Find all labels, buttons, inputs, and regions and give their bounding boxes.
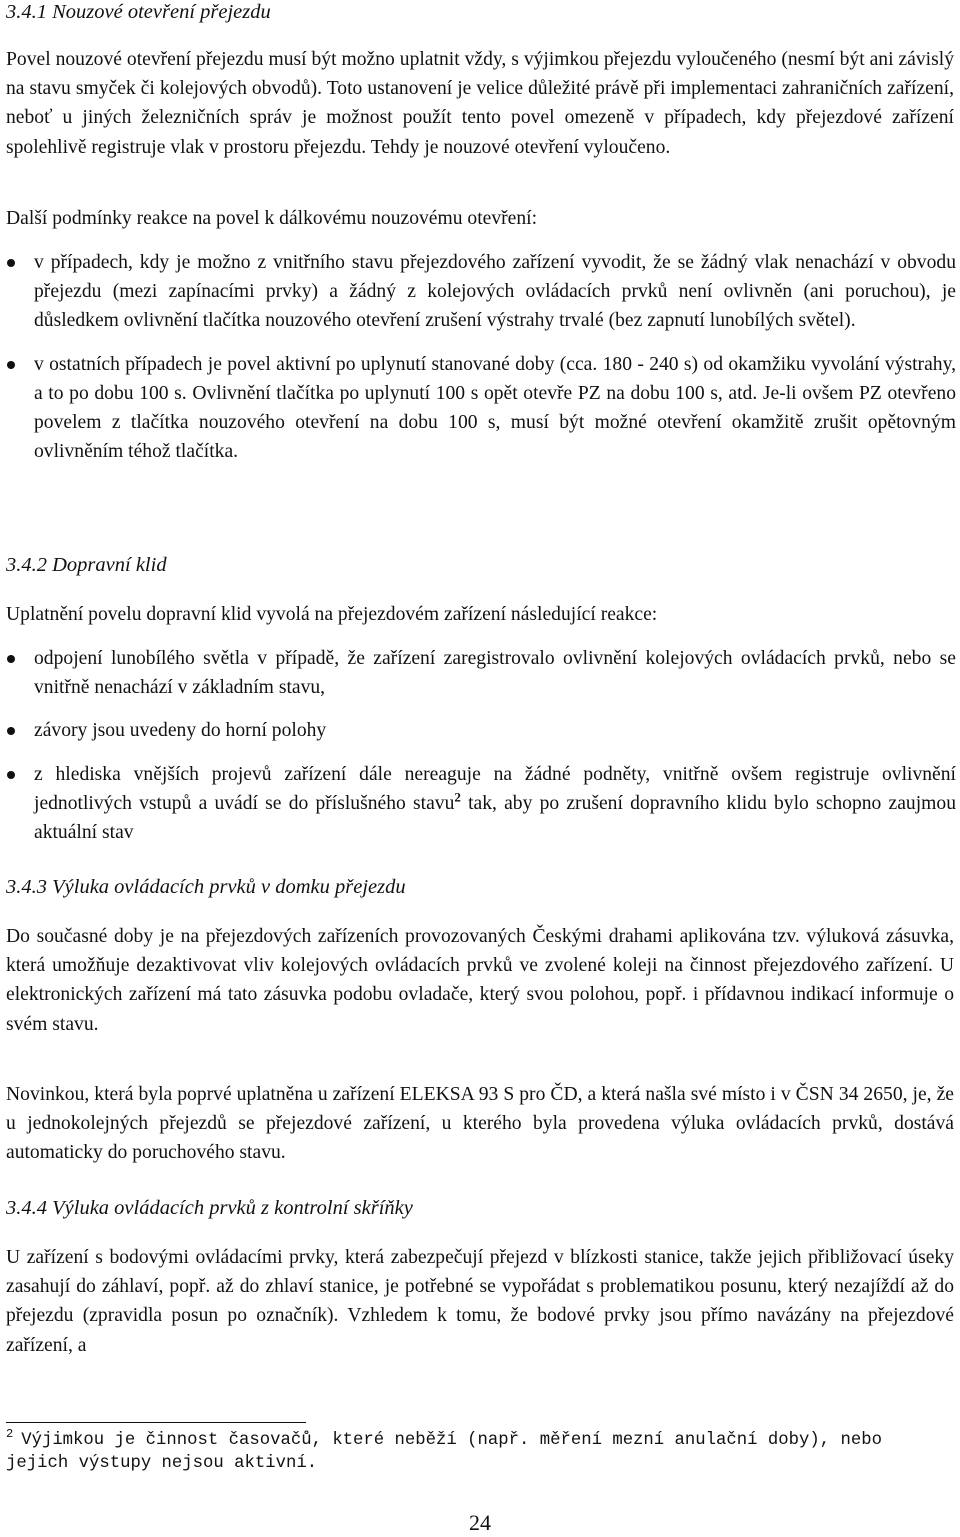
footnote — [6, 1427, 946, 1476]
list-item-text: odpojení lunobílého světla v případě, že zařízení zaregistrovalo ovlivnění kolejových ovládacích prvků, nebo se vnitřně nenachází v základním stavu, — [34, 648, 956, 699]
section-heading-3-4-2: 3.4.2 Dopravní klid — [6, 554, 167, 576]
section-heading-3-4-3: 3.4.3 Výluka ovládacích prvků v domku přejezdu — [6, 876, 406, 898]
paragraph-traffic-calm-intro: Uplatnění povelu dopravní klid vyvolá na přejezdovém zařízení následující reakce: — [6, 604, 658, 625]
paragraph-eleksa: Novinkou, která byla poprvé uplatněna u zařízení ELEKSA 93 S pro ČD, a která našla své místo i v ČSN 34 2650, je, že u jednokolejných přejezdů se přejezdové zařízení, u kterého byla provedena výluka ovládacích prvků, dostává automaticky do poruchového stavu. — [6, 1084, 954, 1164]
footnote-reference[interactable]: 2 — [454, 789, 461, 805]
paragraph-conditions-intro: Další podmínky reakce na povel k dálkovému nouzovému otevření: — [6, 208, 538, 229]
list-item — [6, 248, 956, 336]
bullet-icon — [7, 771, 15, 779]
paragraph-emergency-opening: Povel nouzové otevření přejezdu musí být možno uplatnit vždy, s výjimkou přejezdu vyloučeného (nesmí být ani závislý na stavu smyček či kolejových obvodů). Toto ustanovení je velice důležité právě při implementaci zahraničních zařízení, neboť u jiných železničních správ je možnost použít tento povel omezeně v případech, kdy přejezdové zařízení spolehlivě registruje vlak v prostoru přejezdu. Tehdy je nouzové otevření vyloučeno. — [6, 49, 954, 158]
bullet-icon — [7, 259, 15, 267]
list-item — [6, 644, 956, 702]
list-item-text: v případech, kdy je možno z vnitřního stavu přejezdového zařízení vyvodit, že se žádný vlak nenachází v obvodu přejezdu (mezi zapínacími prvky) a žádný z kolejových ovládacích prvků není ovlivněn (ani poruchou), je důsledkem ovlivnění tlačítka nouzového otevření zrušení výstrahy trvalé (bez zapnutí lunobílých světel). — [34, 252, 956, 332]
bullet-list-traffic-calm — [6, 644, 956, 847]
bullet-icon — [7, 655, 15, 663]
list-item — [6, 350, 956, 467]
paragraph-lockout-socket: Do současné doby je na přejezdových zařízeních provozovaných Českými drahami aplikována tzv. výluková zásuvka, která umožňuje dezaktivovat vliv kolejových ovládacích prvků ve zvolené koleji na činnost přejezdového zařízení. U elektronických zařízení má tato zásuvka podobu ovladače, který svou polohou, popř. i přídavnou indikací informuje o svém stavu. — [6, 926, 954, 1035]
list-item-text — [34, 760, 956, 848]
footnote-separator — [6, 1422, 306, 1423]
footnote-mark: 2 — [6, 1427, 14, 1442]
paragraph-point-elements: U zařízení s bodovými ovládacími prvky, která zabezpečují přejezd v blízkosti stanice, takže jejich přibližovací úseky zasahují do záhlaví, popř. až do zhlaví stanice, je potřebné se vypořádat s problematikou posunu, který nezajíždí až do přejezdu (zpravidla posun po označník). Vzhledem k tomu, že bodové prvky jsou přímo navázány na přejezdové zařízení, a — [6, 1247, 954, 1356]
bullet-icon — [7, 361, 15, 369]
list-item-text: v ostatních případech je povel aktivní po uplynutí stanované doby (cca. 180 - 240 s) od okamžiku vyvolání výstrahy, a to po dobu 100 s. Ovlivnění tlačítka po uplynutí 100 s opět otevře PZ na dobu 100 s, atd. Je-li ovšem PZ otevřeno povelem z tlačítka nouzového otevření na dobu 100 s, musí být možné otevření okamžitě zrušit opětovným ovlivněním téhož tlačítka. — [34, 353, 956, 463]
section-heading-3-4-4: 3.4.4 Výluka ovládacích prvků z kontrolní skříňky — [6, 1197, 413, 1219]
list-item-text: závory jsou uvedeny do horní polohy — [34, 720, 327, 742]
list-item — [6, 716, 956, 745]
list-item-text-part: z hlediska vnějších projevů zařízení dále nereaguje na žádné podněty, vnitřně ovšem registruje ovlivnění jednotlivých vstupů a uvádí se do příslušného stavu — [34, 763, 956, 814]
section-heading-3-4-1: 3.4.1 Nouzové otevření přejezdu — [6, 1, 271, 23]
bullet-list-emergency — [6, 248, 956, 466]
footnote-text: Výjimkou je činnost časovačů, které neběží (např. měření mezní anulační doby), nebo jejich výstupy nejsou aktivní. — [6, 1431, 882, 1473]
bullet-icon — [7, 727, 15, 735]
list-item-text-part: tak, aby po zrušení dopravního klidu bylo schopno zaujmou aktuální stav — [34, 792, 956, 844]
page-number: 24 — [469, 1510, 491, 1535]
list-item — [6, 760, 956, 848]
